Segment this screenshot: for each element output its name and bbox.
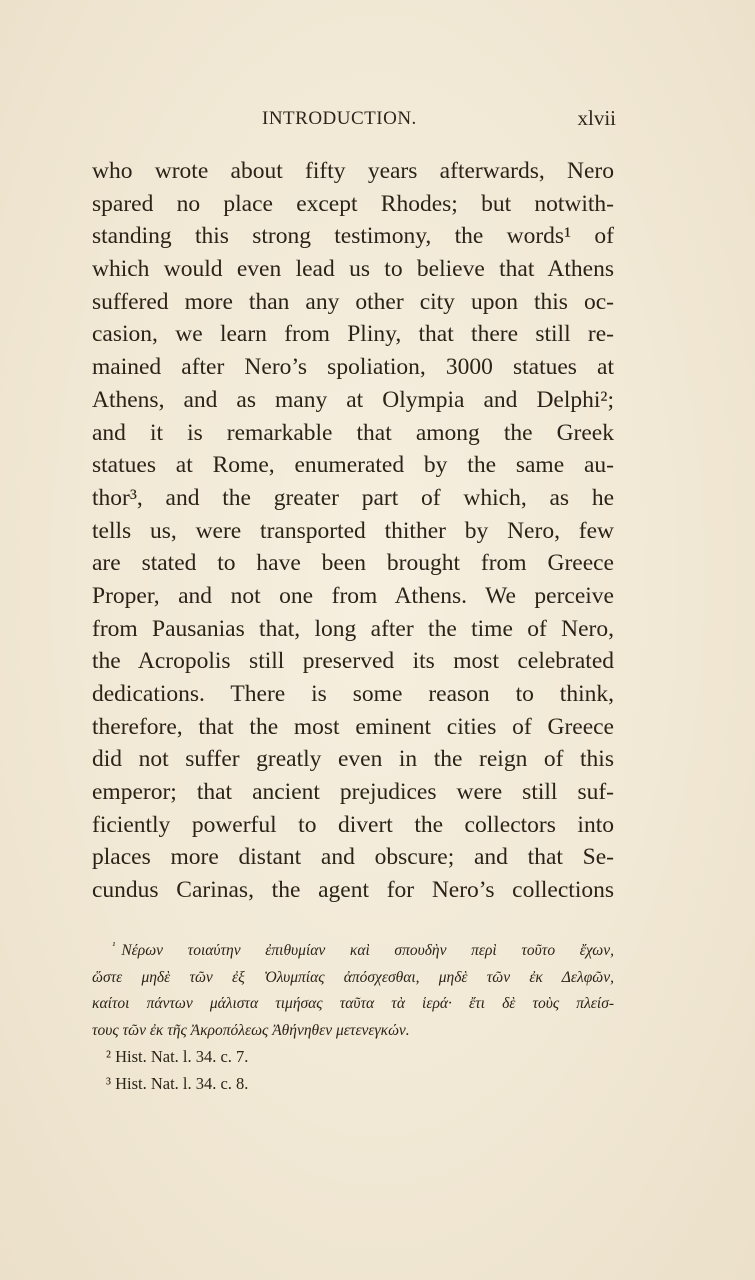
footnote-line: Νέρων τοιαύτην ἐπιθυμίαν καὶ σπουδὴν περὶ τοῦτο ἔχων,: [121, 942, 614, 959]
body-line: dedications. There is some reason to think,: [92, 681, 614, 707]
body-line: suffered more than any other city upon this oc-: [92, 288, 614, 315]
body-line: statues at Rome, enumerated by the same au-: [92, 452, 614, 479]
body-line: who wrote about fifty years afterwards, Nero: [92, 158, 614, 184]
footnote-line: τους τῶν ἐκ τῆς Ἀκροπόλεως Ἀθήνηθεν μετενεγκών.: [92, 1021, 410, 1039]
body-line: and it is remarkable that among the Greek: [92, 419, 614, 446]
body-line: from Pausanias that, long after the time of Nero,: [92, 615, 614, 642]
running-head: INTRODUCTION.: [262, 108, 417, 129]
body-line: cundus Carinas, the agent for Nero’s collections: [92, 877, 614, 904]
page-number: xlvii: [577, 106, 616, 130]
body-text: [92, 155, 614, 907]
footnote-1: [92, 938, 614, 965]
body-line: therefore, that the most eminent cities of Greece: [92, 713, 614, 740]
body-line: tells us, were transported thither by Nero, few: [92, 517, 614, 544]
body-line: Proper, and not one from Athens. We perceive: [92, 582, 614, 609]
body-line: Athens, and as many at Olympia and Delphi²;: [92, 386, 614, 413]
body-line: are stated to have been brought from Greece: [92, 550, 614, 577]
body-line: casion, we learn from Pliny, that there still re-: [92, 321, 614, 348]
body-line: did not suffer greatly even in the reign of this: [92, 746, 614, 773]
footnote-2: ² Hist. Nat. l. 34. c. 7.: [106, 1047, 249, 1066]
footnotes: [92, 938, 614, 1097]
body-line: ficiently powerful to divert the collectors into: [92, 811, 614, 838]
body-line: mained after Nero’s spoliation, 3000 statues at: [92, 354, 614, 381]
footnote-3: ³ Hist. Nat. l. 34. c. 8.: [106, 1073, 249, 1093]
body-line: which would even lead us to believe that Athens: [92, 256, 614, 283]
body-line: standing this strong testimony, the words¹ of: [92, 223, 614, 250]
body-line: places more distant and obscure; and that Se-: [92, 844, 614, 871]
footnote-line: ὥστε μηδὲ τῶν ἐξ Ὀλυμπίας ἀπόσχεσθαι, μηδὲ τῶν ἐκ Δελφῶν,: [92, 968, 614, 986]
footnote-line: καίτοι πάντων μάλιστα τιμήσας ταῦτα τὰ ἱερά· ἔτι δὲ τοὺς πλείσ-: [92, 995, 614, 1012]
body-line: thor³, and the greater part of which, as he: [92, 484, 614, 511]
body-line: the Acropolis still preserved its most celebrated: [92, 648, 614, 675]
body-line: spared no place except Rhodes; but notwith-: [92, 190, 614, 217]
footnote-marker: ¹: [112, 939, 116, 952]
body-line: emperor; that ancient prejudices were still suf-: [92, 779, 614, 806]
